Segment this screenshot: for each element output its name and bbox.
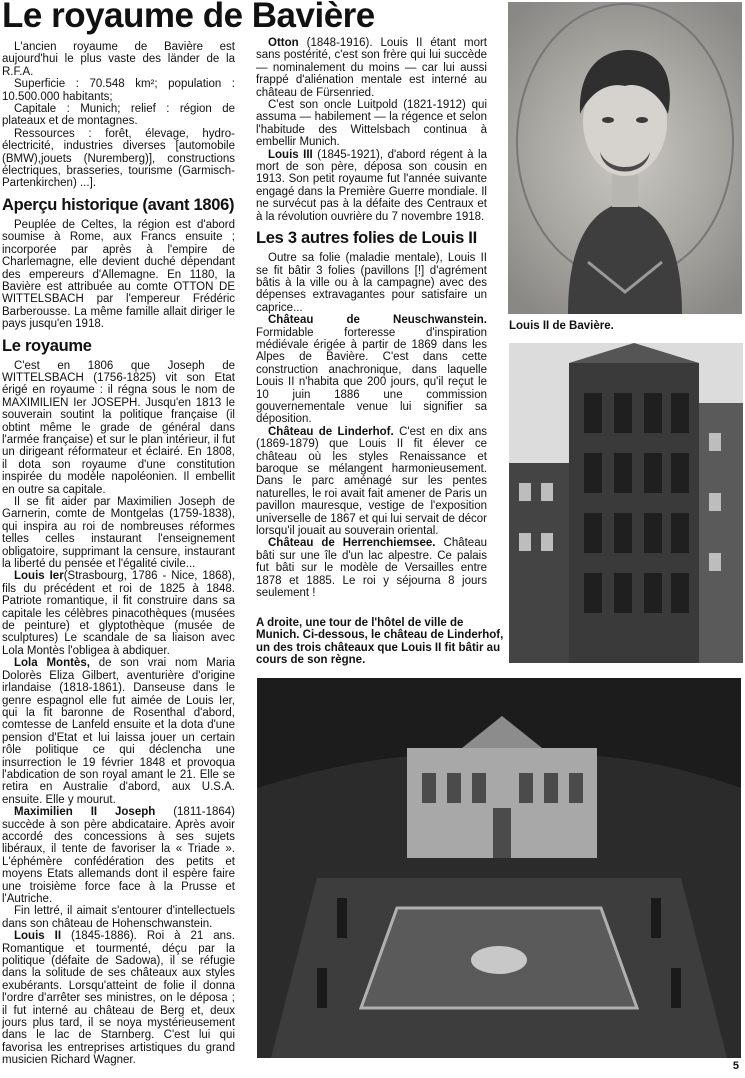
intro-paragraph: Ressources : forêt, élevage, hydro-électricité, industries diverses [automobile (BMW),jouets (Nuremberg)], constructions électriques, brasseries, tourisme (Garmisch-Partenkirchen) ...]. (2, 127, 235, 190)
column-left (2, 41, 235, 1067)
palace-illustration (257, 678, 741, 1058)
town-hall-tower-photo (509, 343, 743, 663)
intro-paragraph: Superficie : 70.548 km²; population : 10.500.000 habitants; (2, 78, 235, 103)
lola-paragraph (2, 657, 235, 806)
louis1-text: (Strasbourg, 1786 - Nice, 1868), fils du précédent et roi de 1825 à 1848. Patriote romantique, il fit construire dans sa capitale les célèbres pinacothèques (musées de peinture) et glyptothèque (musée de sculptures) Le scandale de sa liaison avec Lola Montès l'obligea à abdiquer. (2, 570, 235, 657)
intro-paragraph: L'ancien royaume de Bavière est aujourd'hui le plus vaste des länder de la R.F.A. (2, 41, 235, 78)
section-heading-history: Aperçu historique (avant 1806) (2, 195, 235, 214)
herrenchiemsee-paragraph (256, 537, 487, 599)
louis3-text: (1845-1921), d'abord régent à la mort de son père, déposa son cousin en 1913. Son petit royaume fut l'année suivante engagé dans la Première Guerre mondiale. Il ne survécut pas à la défaite des Centraux et à la révolution ouvrière du 7 novembre 1918. (256, 148, 487, 223)
max2-name: Maximilien II Joseph (14, 806, 156, 819)
kingdom-paragraph: Il se fit aider par Maximilien Joseph de Garnerin, comte de Montgelas (1759-1838), qui inspira au roi de nombreuses réformes telles celles instaurant l'enseignement obligatoire, supprimant la censure, instaurant la liberté du pensée et l'égalité civile... (2, 496, 235, 571)
herrenchiemsee-text: Château bâti sur une île d'un lac alpestre. Ce palais fut bâti sur le modèle de Versailles entre 1878 et 1885. Le roi y séjourna 8 jours seulement ! (256, 537, 487, 600)
louis1-name: Louis Ier (14, 570, 64, 583)
louis2-paragraph (2, 930, 235, 1066)
louis1-paragraph (2, 570, 235, 657)
portrait-illustration (508, 2, 742, 314)
folies-intro: Outre sa folie (maladie mentale), Louis II se fit bâtir 3 folies (pavillons [!] d'agrément bâtis à la ville ou à la campagne) avec des dépenses extravagantes pour satisfaire un caprice... (256, 252, 487, 314)
linderhof-text: C'est en dix ans (1869-1879) que Louis II fit élever ce château où les styles Renaissance et baroque se mélangent harmonieusement. Dans le parc aménagé sur les pentes naturelles, le roi avait fait amener de Paris un pavillon mauresque, vestige de l'exposition universelle de 1867 et qui lui servait de décor lorsqu'il jouait au souverain oriental. (256, 425, 487, 538)
max2-paragraph-2: Fin lettré, il aimait s'entourer d'intellectuels dans son château de Hohenschwanstein. (2, 905, 235, 930)
louis3-paragraph (256, 149, 487, 223)
herrenchiemsee-name: Château de Herrenchiemsee. (268, 537, 436, 550)
section-heading-folies: Les 3 autres folies de Louis II (256, 229, 477, 248)
intro-paragraph: Capitale : Munich; relief : région de plateaux et de montagnes. (2, 103, 235, 128)
max2-text: (1811-1864) succède à son père abdicataire. Après avoir accordé des concessions à ses sujets libéraux, il tente de favoriser la « Triade ». L'éphémère confédération des petits et moyens Etats allemands dont il espère faire une troisième force face à la Prusse et l'Autriche. (2, 806, 235, 905)
linderhof-photo (257, 678, 741, 1058)
lola-text: de son vrai nom Maria Dolorès Eliza Gilbert, aventurière d'origine irlandaise (1818-1861). Danseuse dans le genre espagnol elle fut aimée de Louis Ier, qui la fit baronne de Rosenthal d'abord, comtesse de Lanfeld ensuite et la dota d'une pension d'Etat et lui laissa jouer un certain rôle politique ce qui déclencha une insurrection le 19 février 1848 et provoqua l'abdication de son royal amant le 21. Elle se retira en Australie d'abord, aux U.S.A. ensuite. Elle y mourut. (2, 657, 235, 806)
louis3-name: Louis III (268, 148, 313, 161)
page-title: Le royaume de Bavière (2, 0, 375, 35)
page-number: 5 (732, 1060, 739, 1072)
neuschwanstein-paragraph (256, 314, 487, 426)
tower-illustration (509, 343, 743, 663)
linderhof-name: Château de Linderhof. (268, 425, 394, 438)
neuschwanstein-name: Château de Neuschwanstein. (268, 314, 487, 327)
otton-paragraph (256, 37, 487, 99)
section-heading-kingdom: Le royaume (2, 336, 92, 355)
otton-text: (1848-1916). Louis II étant mort sans postérité, c'est son frère qui lui succède — nominalement du moins — car lui aussi frappé d'aliénation mentale est interné au château de Fürsenried. (256, 37, 487, 99)
kingdom-paragraph: C'est en 1806 que Joseph de WITTELSBACH (1756-1825) vit son Etat érigé en royaume : il régna sous le nom de MAXIMILIEN Ier JOSEPH. Jusqu'en 1813 le souverain soutint la politique française (il obtint même le grade de général dans l'armée française) et sur le plan intérieur, il fut un dirigeant réformateur et éclairé. En 1808, il dota son royaume d'une constitution inspirée du modèle napoléonien. Il embellit en outre sa capitale. (2, 359, 235, 496)
column-middle (256, 37, 487, 599)
max2-paragraph (2, 806, 235, 905)
linderhof-paragraph (256, 426, 487, 538)
louis2-name: Louis II (14, 930, 62, 943)
louis2-text: (1845-1886). Roi à 21 ans. Romantique et tourmenté, déçu par la politique (défaite de Sadowa), il se réfugie dans la solitude de ses châteaux aux styles exubérants. Lorsqu'atteint de folie il donna l'ordre d'arrêter ses ministres, on le déposa ; il fut interné au château de Berg et, deux jours plus tard, il se noya mystérieusement dans le lac de Starnberg. C'est lui qui favorisa les entreprises artistiques du grand musicien Richard Wagner. (2, 930, 235, 1067)
portrait-caption: Louis II de Bavière. (509, 320, 614, 332)
photo-caption-towers: A droite, une tour de l'hôtel de ville de Munich. Ci-dessous, le château de Linderhof, un des trois châteaux que Louis II fit bâtir au cours de son règne. (256, 617, 504, 667)
luitpold-paragraph: C'est son oncle Luitpold (1821-1912) qui assuma — habilement — la régence et selon l'habitude des Wittelsbach continua à embellir Munich. (256, 99, 487, 149)
neuschwanstein-text: Formidable forteresse d'inspiration médiévale érigée à partir de 1869 dans les Alpes de Bavière. C'est dans cette construction anachronique, dans laquelle Louis II n'habita que 200 jours, qu'il reçut le 10 juin 1886 une commission gouvernementale venue lui signifier sa déposition. (256, 326, 487, 426)
otton-name: Otton (268, 37, 299, 49)
portrait-photo (508, 2, 742, 314)
history-paragraph: Peuplée de Celtes, la région est d'abord soumise à Rome, aux Francs ensuite ; incorporée par après à l'empire de Charlemagne, elle devient duché dépendant des empereurs d'Allemagne. En 1180, la Bavière est attribuée au comte OTTON DE WITTELSBACH par l'empereur Frédéric Barberousse. La même famille allait diriger le pays jusqu'en 1918. (2, 218, 235, 331)
lola-name: Lola Montès, (14, 657, 90, 670)
